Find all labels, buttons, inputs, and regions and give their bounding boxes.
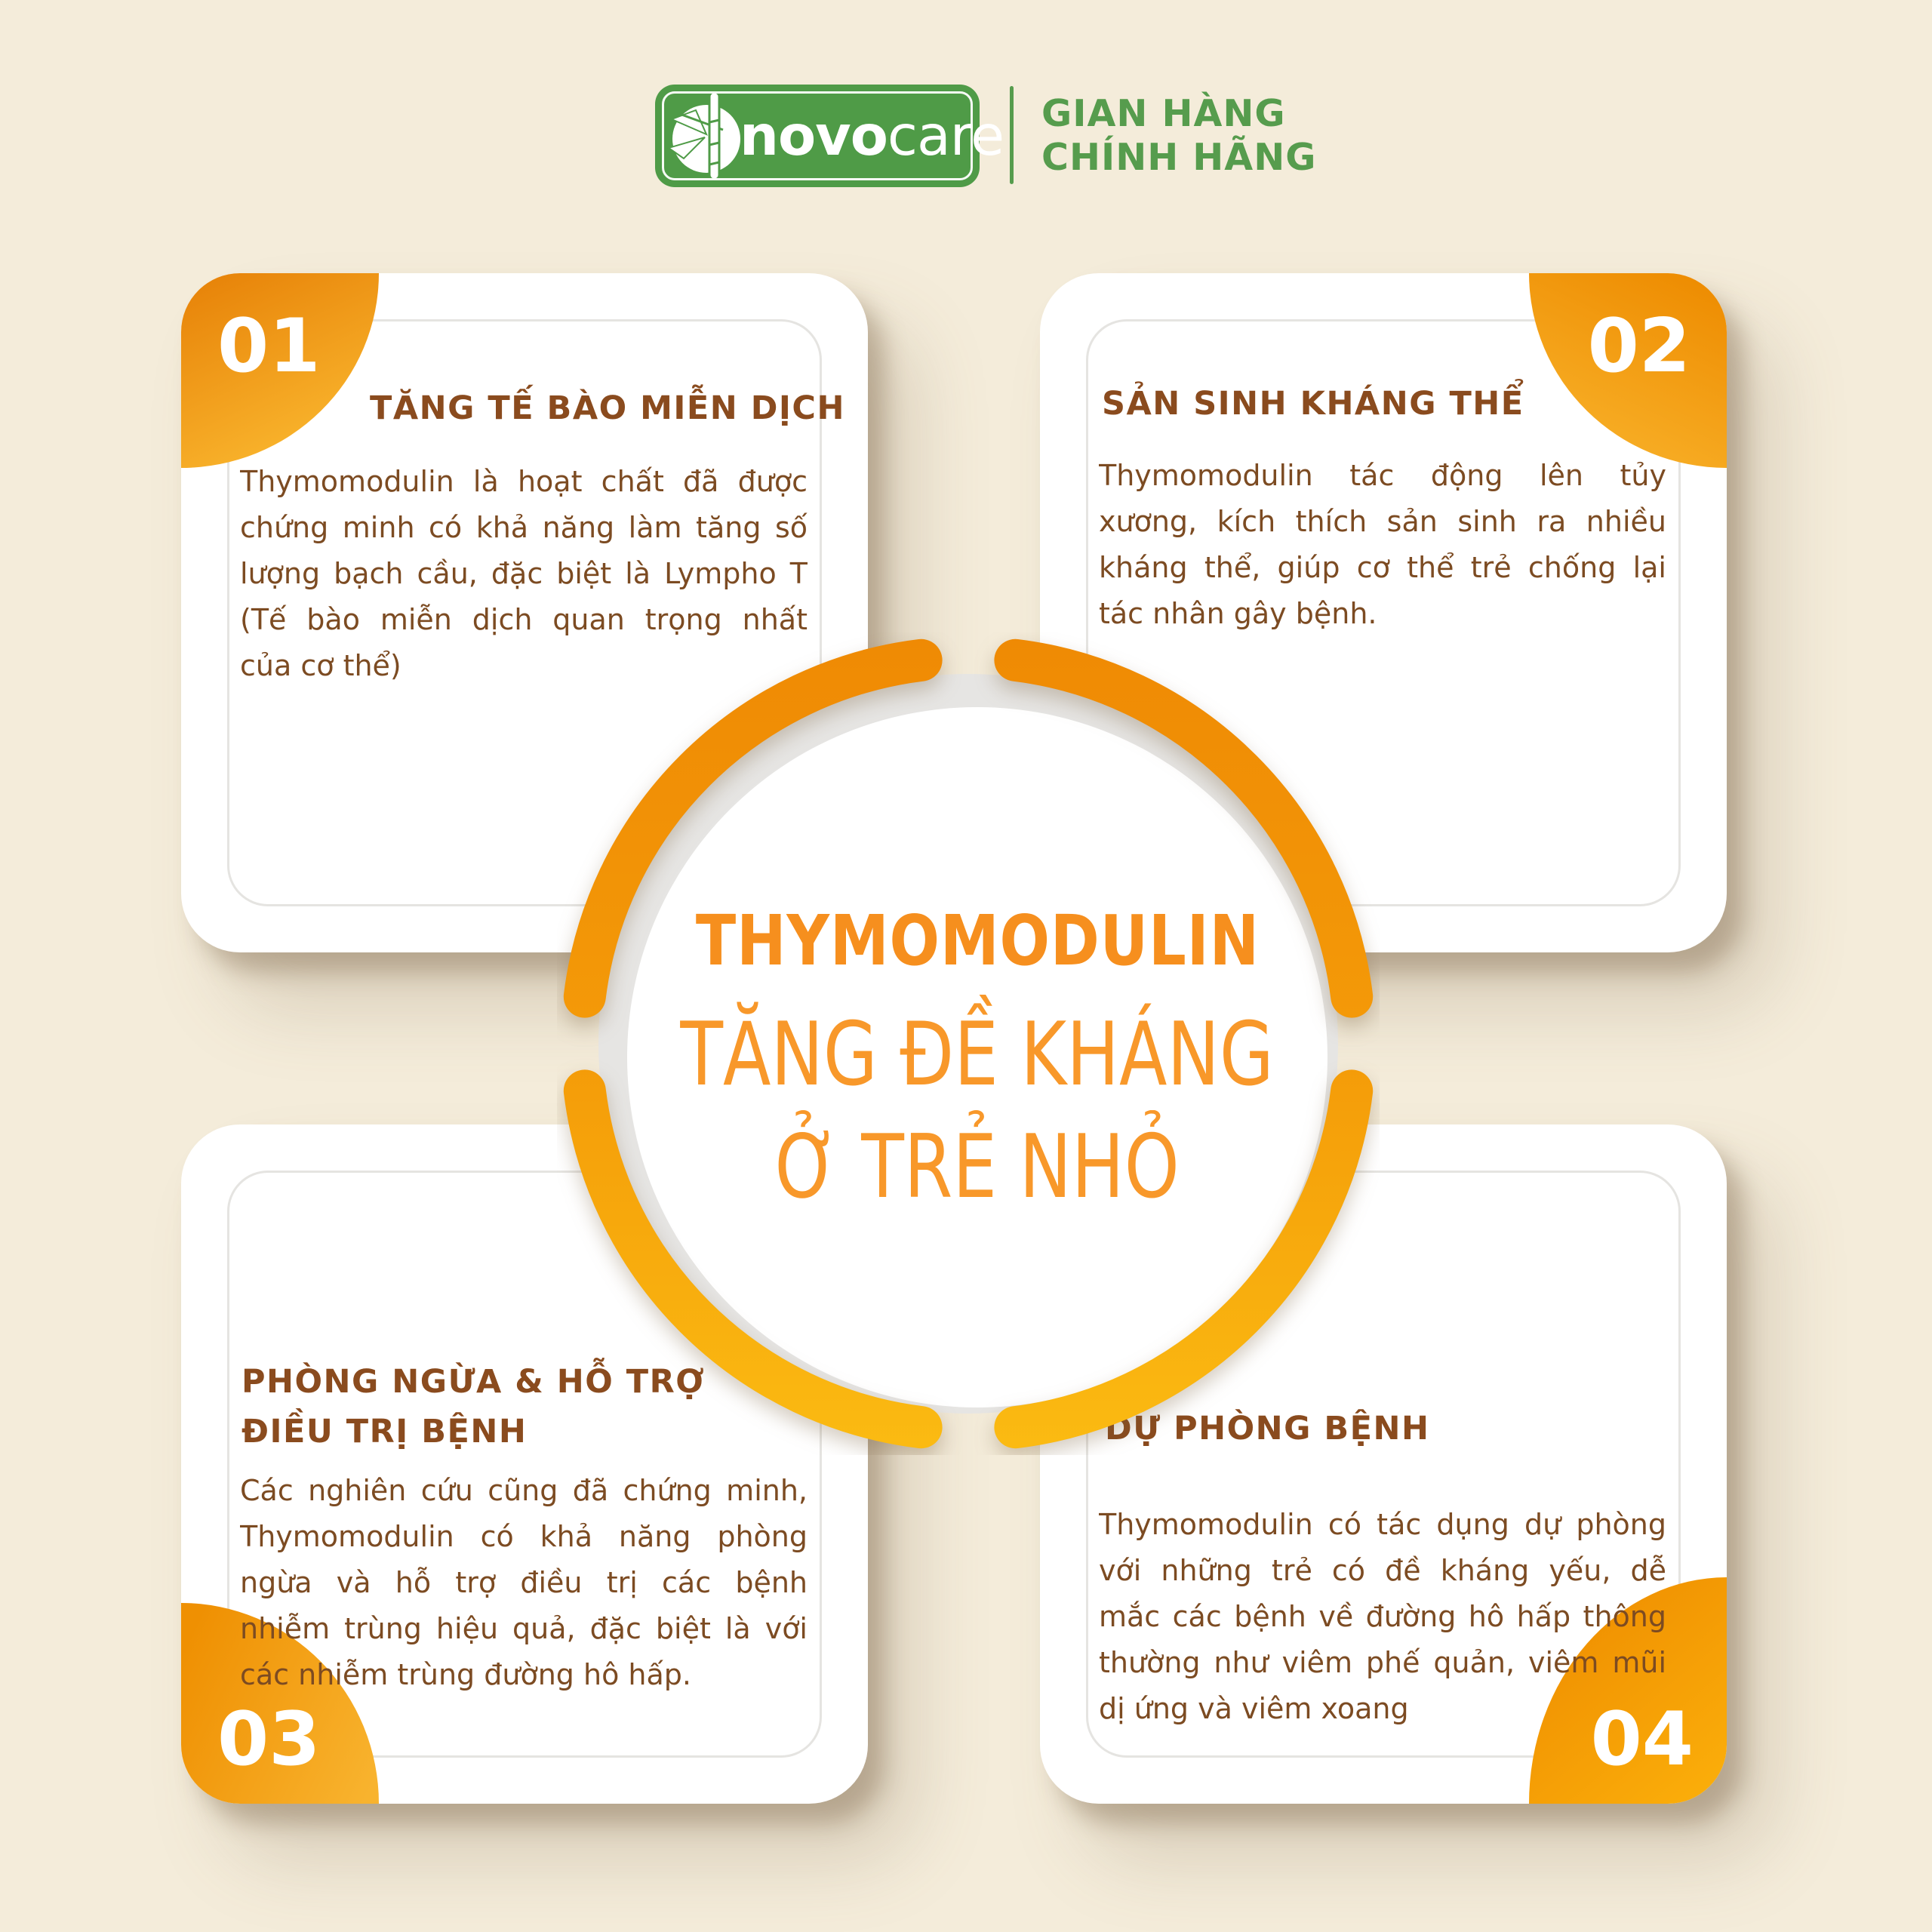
body-line: dị ứng và viêm xoang — [1099, 1692, 1409, 1725]
body-line: Thymomodulin là hoạt chất đã được — [240, 465, 808, 498]
logo-text-bold: novo — [740, 103, 888, 168]
store-label-line1: GIAN HÀNG — [1041, 92, 1286, 135]
body-line: ngừa và hỗ trợ điều trị các bệnh — [240, 1566, 808, 1599]
body-line: lượng bạch cầu, đặc biệt là Lympho T — [240, 557, 808, 590]
body-line: Thymomodulin tác động lên tủy — [1099, 459, 1666, 492]
body-line: nhiễm trùng hiệu quả, đặc biệt là với — [240, 1612, 808, 1645]
body-line: các nhiễm trùng đường hô hấp. — [240, 1658, 691, 1691]
body-line: tác nhân gây bệnh. — [1099, 597, 1377, 630]
logo-text — [740, 85, 1004, 187]
body-line: Các nghiên cứu cũng đã chứng minh, — [240, 1474, 808, 1507]
card-04-title: DỰ PHÒNG BỆNH — [1105, 1410, 1430, 1447]
card-02-body — [1099, 453, 1666, 637]
card-04-body — [1099, 1502, 1666, 1732]
body-line: thường như viêm phế quản, viêm mũi — [1099, 1646, 1666, 1679]
card-01-title: TĂNG TẾ BÀO MIỄN DỊCH — [370, 389, 845, 427]
card-03-body — [240, 1468, 808, 1698]
bamboo-icon — [667, 91, 743, 181]
body-line: (Tế bào miễn dịch quan trọng nhất — [240, 603, 808, 636]
center-subtitle-line1: TĂNG ĐỀ KHÁNG — [680, 1003, 1275, 1106]
body-line: của cơ thể) — [240, 649, 401, 682]
card-03-title: PHÒNG NGỪA & HỖ TRỢ ĐIỀU TRỊ BỆNH — [242, 1363, 706, 1451]
card-01-number: 01 — [217, 303, 321, 389]
card-02-number: 02 — [1587, 303, 1690, 389]
body-line: chứng minh có khả năng làm tăng số — [240, 511, 808, 544]
card-02-title: SẢN SINH KHÁNG THỂ — [1102, 385, 1524, 423]
body-line: Thymomodulin có khả năng phòng — [240, 1520, 808, 1553]
body-line: mắc các bệnh về đường hô hấp thông — [1099, 1600, 1666, 1633]
novocare-logo — [655, 85, 1004, 187]
card-04-number: 04 — [1590, 1697, 1694, 1783]
store-label-line2: CHÍNH HÃNG — [1041, 136, 1317, 179]
center-title: THYMOMODULIN — [695, 900, 1260, 981]
body-line: kháng thể, giúp cơ thể trẻ chống lại — [1099, 551, 1666, 584]
card-03-number: 03 — [217, 1697, 321, 1783]
body-line: xương, kích thích sản sinh ra nhiều — [1099, 505, 1666, 538]
body-line: Thymomodulin có tác dụng dự phòng — [1099, 1508, 1666, 1541]
body-line: với những trẻ có đề kháng yếu, dễ — [1099, 1554, 1666, 1587]
logo-text-light: care — [887, 103, 1004, 168]
center-circle — [557, 632, 1380, 1455]
center-text — [600, 670, 1355, 1447]
store-label — [1041, 92, 1316, 180]
header-divider — [1010, 86, 1014, 184]
center-subtitle-line2: Ở TRẺ NHỎ — [775, 1115, 1180, 1218]
